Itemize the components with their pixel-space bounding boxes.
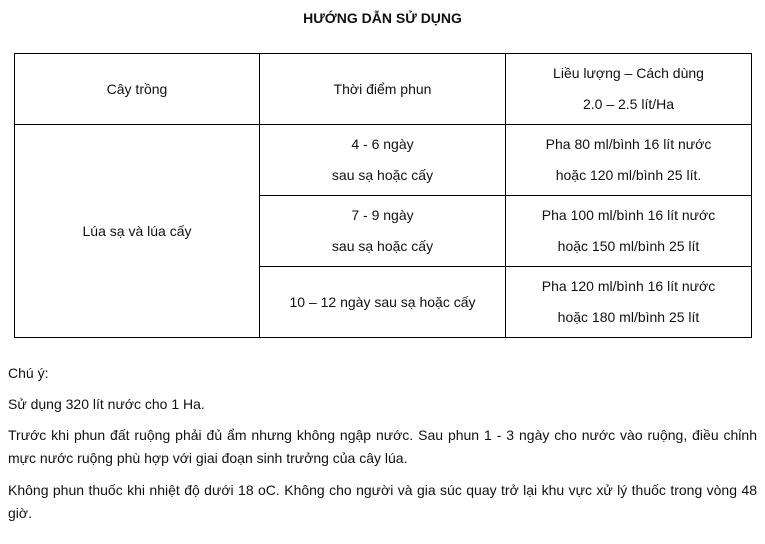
header-dosage-title: Liều lượng – Cách dùng <box>553 65 704 81</box>
dose-25l: hoặc 180 ml/bình 25 lít <box>557 309 700 325</box>
dose-16l: Pha 120 ml/bình 16 lít nước <box>541 278 716 294</box>
table-row <box>15 125 752 196</box>
header-dosage-rate: 2.0 – 2.5 lít/Ha <box>582 96 675 112</box>
note-item: Không phun thuốc khi nhiệt độ dưới 18 oC. Không cho người và gia súc quay trở lại khu vực xử lý thuốc trong vòng 48 giờ. <box>8 482 757 521</box>
dose-25l: hoặc 120 ml/bình 25 lít. <box>555 167 702 183</box>
dose-16l: Pha 80 ml/bình 16 lít nước <box>545 136 712 152</box>
dose-cell <box>506 125 752 196</box>
timing-cell <box>260 267 506 338</box>
table-header-row <box>15 54 752 125</box>
dose-25l: hoặc 150 ml/bình 25 lít <box>557 238 700 254</box>
timing-days: 4 - 6 ngày <box>351 136 414 152</box>
timing-condition: sau sạ hoặc cấy <box>331 167 434 183</box>
notes-label: Chú ý: <box>8 365 49 381</box>
dose-16l: Pha 100 ml/bình 16 lít nước <box>541 207 716 223</box>
timing-cell <box>260 125 506 196</box>
note-item: Sử dụng 320 lít nước cho 1 Ha. <box>8 396 205 412</box>
usage-table <box>14 53 752 338</box>
notes-section <box>8 362 757 534</box>
dose-cell <box>506 196 752 267</box>
note-item: Trước khi phun đất ruộng phải đủ ẩm nhưng không ngập nước. Sau phun 1 - 3 ngày cho nước vào ruộng, điều chỉnh mực nước ruộng phù hợp với giai đoạn sinh trưởng của cây lúa. <box>8 427 757 466</box>
header-crop: Cây trồng <box>15 54 260 125</box>
page-title: HƯỚNG DẪN SỬ DỤNG <box>303 10 462 26</box>
timing-condition: sau sạ hoặc cấy <box>331 238 434 254</box>
header-dosage <box>506 54 752 125</box>
crop-cell: Lúa sạ và lúa cấy <box>15 125 260 338</box>
timing-cell <box>260 196 506 267</box>
dose-cell <box>506 267 752 338</box>
timing-days: 7 - 9 ngày <box>351 207 414 223</box>
header-timing: Thời điểm phun <box>260 54 506 125</box>
timing-days: 10 – 12 ngày sau sạ hoặc cấy <box>289 293 476 310</box>
